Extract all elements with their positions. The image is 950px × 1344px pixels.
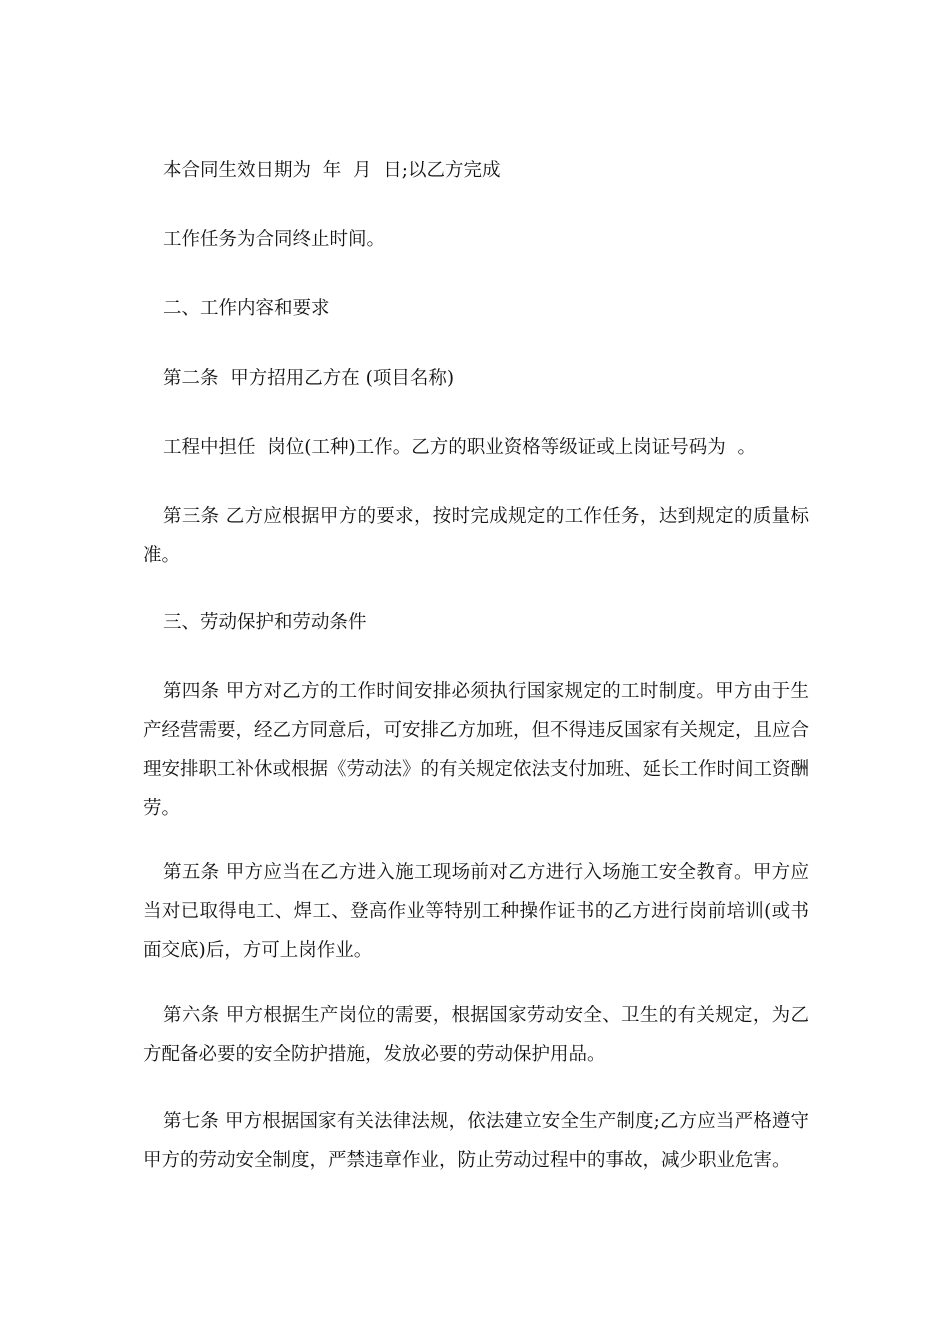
paragraph-article-2-continued: 工程中担任 岗位(工种)工作。乙方的职业资格等级证或上岗证号码为 。 [163,437,756,458]
paragraph-article-2: 第二条 甲方招用乙方在 (项目名称) [163,368,455,389]
paragraph-effective-date: 本合同生效日期为 年 月 日;以乙方完成 [163,160,501,181]
paragraph-termination: 工作任务为合同终止时间。 [163,229,386,250]
paragraph-article-6: 第六条 甲方根据生产岗位的需要，根据国家劳动安全、卫生的有关规定，为乙方配备必要的安全防护措施，发放必要的劳动保护用品。 [143,1005,809,1065]
paragraph-article-3: 第三条 乙方应根据甲方的要求，按时完成规定的工作任务，达到规定的质量标准。 [143,506,809,566]
section-heading-work-content: 二、工作内容和要求 [163,298,330,319]
section-heading-labor-protection: 三、劳动保护和劳动条件 [163,612,367,633]
paragraph-article-4: 第四条 甲方对乙方的工作时间安排必须执行国家规定的工时制度。甲方由于生产经营需要，经乙方同意后，可安排乙方加班，但不得违反国家有关规定，且应合理安排职工补休或根据《劳动法》的有关规定依法支付加班、延长工作时间工资酬劳。 [143,681,810,819]
paragraph-article-7: 第七条 甲方根据国家有关法律法规，依法建立安全生产制度;乙方应当严格遵守甲方的劳动安全制度，严禁违章作业，防止劳动过程中的事故，减少职业危害。 [143,1111,809,1171]
paragraph-article-5: 第五条 甲方应当在乙方进入施工现场前对乙方进行入场施工安全教育。甲方应当对已取得电工、焊工、登高作业等特别工种操作证书的乙方进行岗前培训(或书面交底)后，方可上岗作业。 [143,862,809,961]
